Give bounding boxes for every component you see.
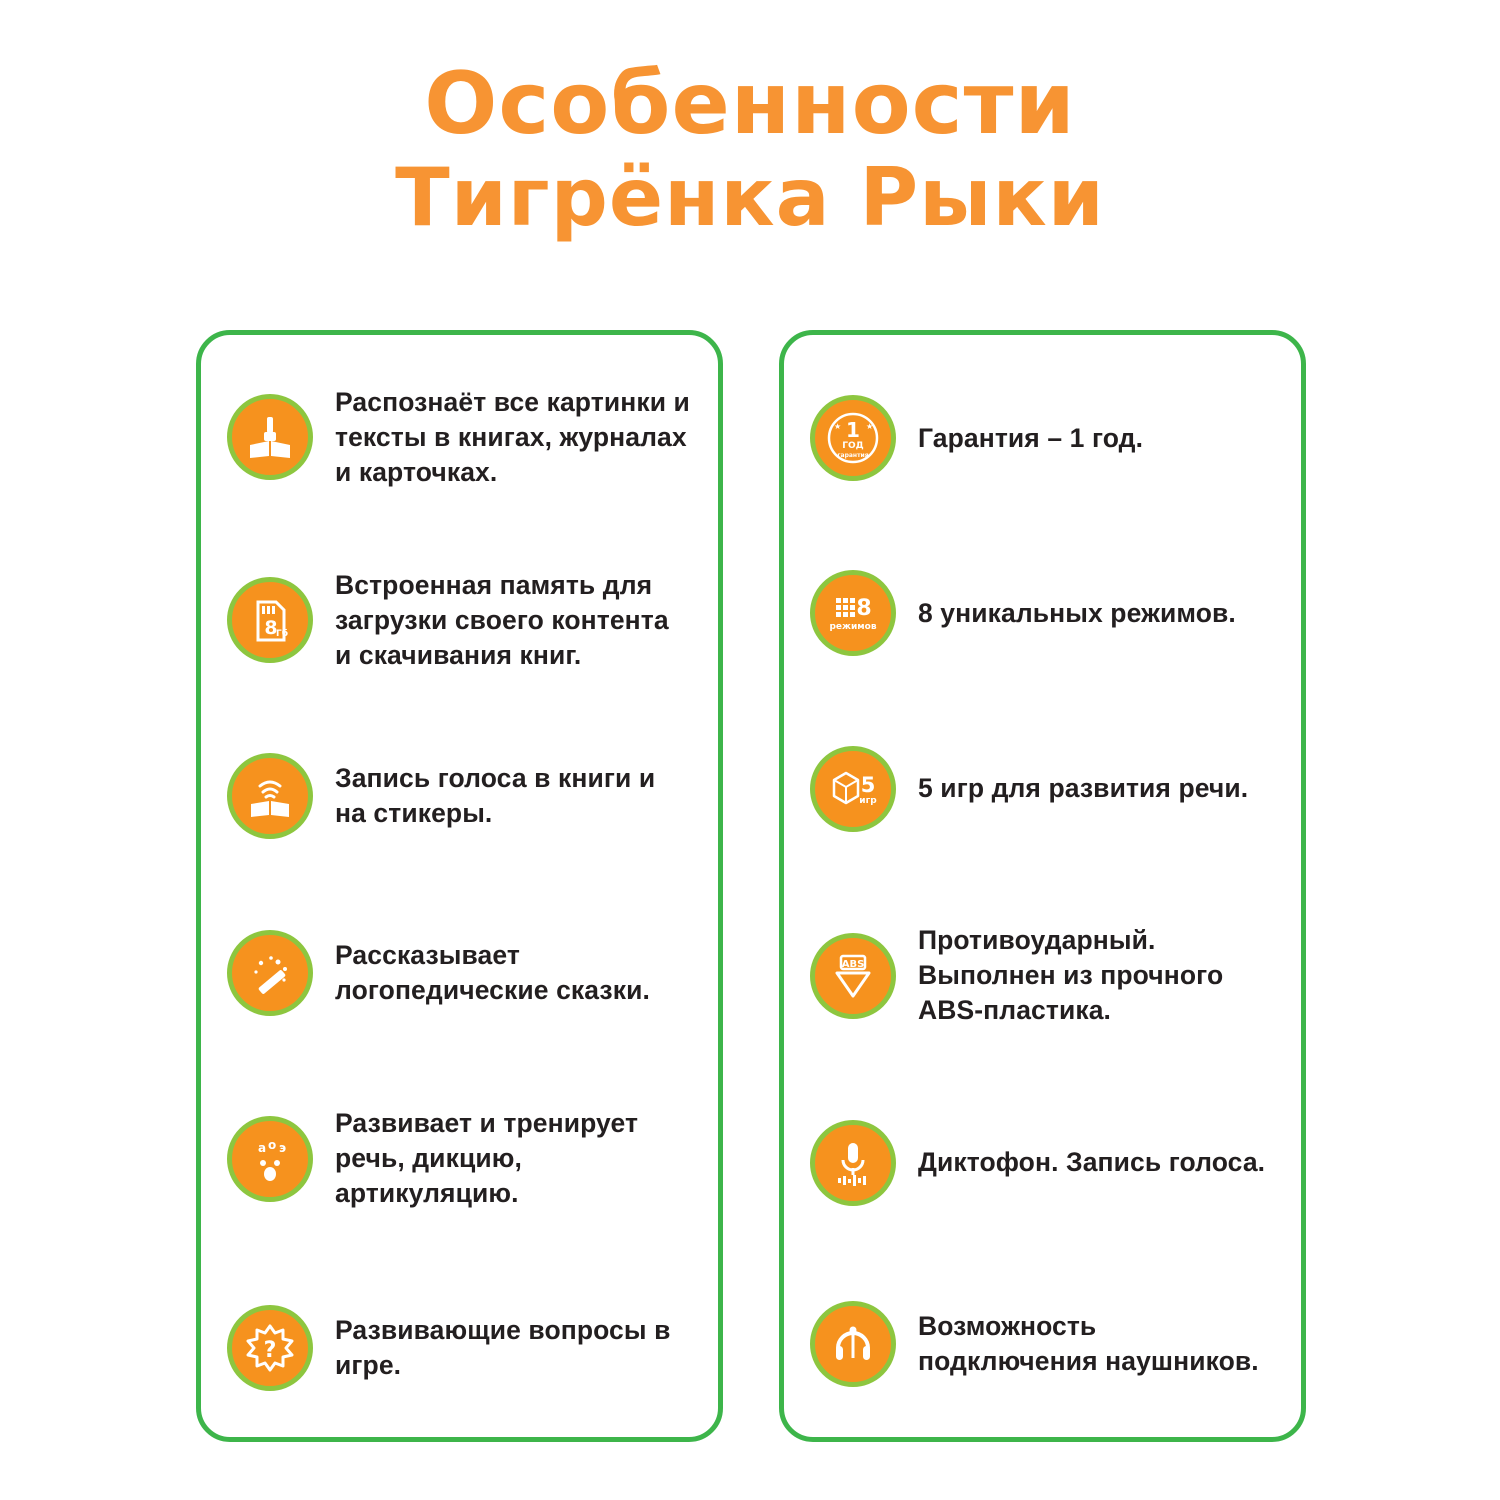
- feature-item: [810, 564, 1275, 662]
- svg-text:Гб: Гб: [275, 629, 289, 640]
- svg-text:о: о: [268, 1137, 277, 1152]
- title-line-1: Особенности: [424, 54, 1076, 154]
- features-card-right: [779, 330, 1306, 1442]
- feature-item: [227, 562, 692, 679]
- speech-face-icon: [227, 1116, 313, 1202]
- feature-text: Встроенная память для загрузки своего контента и скачивания книг.: [335, 569, 669, 670]
- feature-text: Развивает и тренирует речь, дикцию, артикуляцию.: [335, 1108, 639, 1209]
- feature-item: [227, 379, 692, 496]
- modes-8-icon: [810, 570, 896, 656]
- svg-text:ABS: ABS: [841, 958, 865, 970]
- svg-text:1: 1: [846, 418, 860, 442]
- svg-text:8: 8: [264, 617, 278, 640]
- svg-text:★: ★: [866, 422, 874, 431]
- svg-text:гарантия: гарантия: [837, 452, 869, 459]
- feature-text: Распознаёт все картинки и тексты в книгах, журналах и карточках.: [335, 387, 690, 487]
- feature-text: Запись голоса в книги и на стикеры.: [335, 762, 656, 828]
- book-scan-icon: [227, 394, 313, 480]
- feature-text: 8 уникальных режимов.: [918, 597, 1236, 628]
- feature-item: [227, 1299, 692, 1397]
- voice-record-book-icon: [227, 753, 313, 839]
- svg-text:э: э: [279, 1140, 287, 1155]
- features-columns: [196, 330, 1306, 1442]
- warranty-1-year-icon: [810, 395, 896, 481]
- games-5-icon: [810, 746, 896, 832]
- feature-item: [227, 924, 692, 1022]
- title-line-2: Тигрёнка Рыки: [395, 150, 1105, 244]
- feature-text: Гарантия – 1 год.: [918, 422, 1144, 453]
- memory-card-8gb-icon: [227, 577, 313, 663]
- feature-item: [810, 917, 1275, 1034]
- svg-text:★: ★: [834, 422, 842, 431]
- feature-text: Диктофон. Запись голоса.: [918, 1147, 1266, 1178]
- feature-text: Рассказывает логопедические сказки.: [335, 940, 650, 1006]
- feature-text: Развивающие вопросы в игре.: [335, 1314, 671, 1380]
- svg-text:а: а: [258, 1140, 267, 1155]
- feature-item: [810, 1114, 1275, 1212]
- feature-item: [227, 747, 692, 845]
- abs-plastic-shield-icon: [810, 933, 896, 1019]
- svg-text:8: 8: [856, 596, 872, 622]
- feature-item: [810, 740, 1275, 838]
- feature-text: Возможность подключения наушников.: [918, 1310, 1259, 1376]
- feature-item: [227, 1100, 692, 1217]
- svg-text:игр: игр: [859, 795, 877, 806]
- features-card-left: [196, 330, 723, 1442]
- feature-text: 5 игр для развития речи.: [918, 773, 1249, 804]
- microphone-icon: [810, 1120, 896, 1206]
- svg-text:режимов: режимов: [829, 622, 877, 633]
- feature-text: Противоударный. Выполнен из прочного ABS-пластика.: [918, 925, 1224, 1026]
- svg-text:?: ?: [263, 1337, 277, 1363]
- svg-text:ГОД: ГОД: [842, 441, 864, 451]
- feature-item: [810, 1295, 1275, 1393]
- svg-text:5: 5: [860, 772, 876, 797]
- question-burst-icon: [227, 1305, 313, 1391]
- magic-wand-icon: [227, 930, 313, 1016]
- feature-item: [810, 389, 1275, 487]
- page-title: [0, 54, 1500, 244]
- headphones-jack-icon: [810, 1301, 896, 1387]
